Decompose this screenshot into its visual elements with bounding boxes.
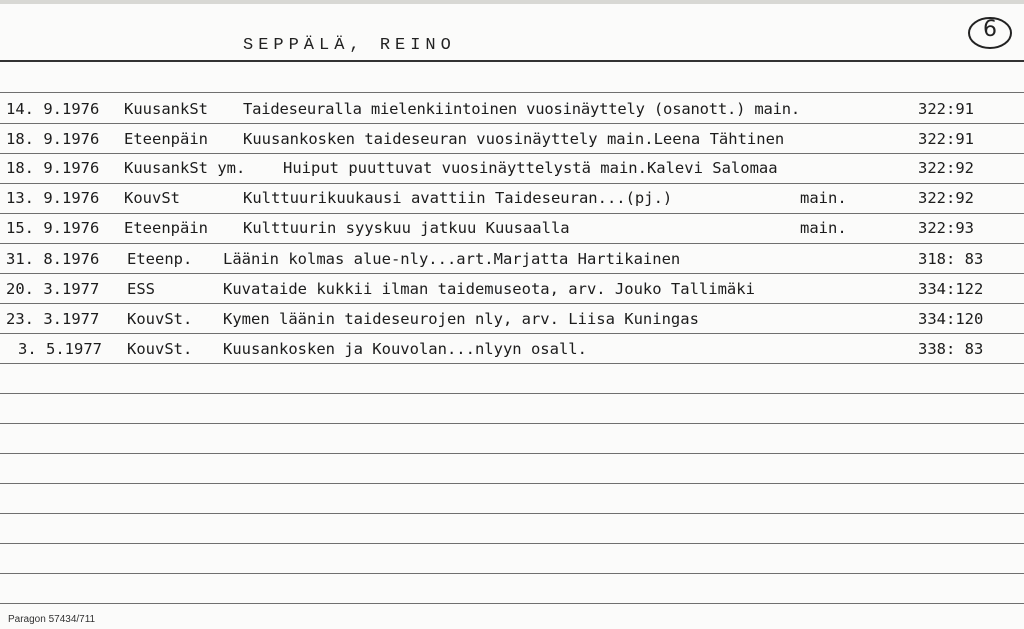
entry-ref: 318: 83 [918,250,984,268]
entry-row [0,100,1024,128]
entry-title: Kymen läänin taideseurojen nly, arv. Liisa Kuningas [223,310,699,328]
entry-title: Läänin kolmas alue-nly...art.Marjatta Hartikainen [223,250,681,268]
entry-date: 23. 3.1977 [6,310,100,328]
entry-date: 18. 9.1976 [6,159,100,177]
entry-source: Eteenpäin [124,219,208,237]
entry-row [0,280,1024,308]
ruled-line [0,573,1024,574]
ruled-line [0,60,1024,62]
entry-source: Eteenp. [127,250,193,268]
entry-title: Kulttuurikuukausi avattiin Taideseuran...(pj.) [243,189,673,207]
entry-extra: main. [800,189,847,207]
ruled-line [0,393,1024,394]
entry-title: Taideseuralla mielenkiintoinen vuosinäyttely (osanott.) main. [243,100,801,118]
entry-title: Kulttuurin syyskuu jatkuu Kuusaalla [243,219,570,237]
ruled-line [0,603,1024,604]
entry-ref: 334:120 [918,310,984,328]
entry-ref: 338: 83 [918,340,984,358]
card-header-name: SEPPÄLÄ, REINO [243,36,456,55]
entry-ref: 322:92 [918,189,974,207]
entry-row [0,340,1024,368]
entry-ref: 322:92 [918,159,974,177]
ruled-line [0,92,1024,93]
entry-date: 31. 8.1976 [6,250,100,268]
card-number-badge [966,15,1014,51]
card-number: 6 [983,17,997,42]
entry-ref: 334:122 [918,280,984,298]
print-code: Paragon 57434/711 [8,614,96,625]
entry-source: KuusankSt ym. [124,159,246,177]
entry-date: 3. 5.1977 [18,340,102,358]
entry-extra: main. [800,219,847,237]
entry-title: Kuusankosken taideseuran vuosinäyttely main.Leena Tähtinen [243,130,785,148]
entry-ref: 322:91 [918,100,974,118]
entry-ref: 322:93 [918,219,974,237]
entry-row [0,250,1024,278]
entry-date: 15. 9.1976 [6,219,100,237]
entry-date: 13. 9.1976 [6,189,100,207]
card-top-edge [0,0,1024,4]
entry-source: Eteenpäin [124,130,208,148]
entry-source: KuusankSt [124,100,208,118]
entry-row [0,159,1024,187]
entry-title: Huiput puuttuvat vuosinäyttelystä main.Kalevi Salomaa [283,159,778,177]
ruled-line [0,513,1024,514]
entry-date: 18. 9.1976 [6,130,100,148]
entry-row [0,130,1024,158]
entry-source: KouvSt. [127,340,193,358]
entry-title: Kuusankosken ja Kouvolan...nlyyn osall. [223,340,587,358]
entry-source: KouvSt [124,189,180,207]
entry-source: KouvSt. [127,310,193,328]
entry-row [0,310,1024,338]
entry-date: 14. 9.1976 [6,100,100,118]
ruled-line [0,453,1024,454]
ruled-line [0,423,1024,424]
ruled-line [0,543,1024,544]
entry-source: ESS [127,280,155,298]
entry-row [0,219,1024,247]
entry-title: Kuvataide kukkii ilman taidemuseota, arv. Jouko Tallimäki [223,280,755,298]
entry-ref: 322:91 [918,130,974,148]
entry-row [0,189,1024,217]
ruled-line [0,483,1024,484]
entry-date: 20. 3.1977 [6,280,100,298]
